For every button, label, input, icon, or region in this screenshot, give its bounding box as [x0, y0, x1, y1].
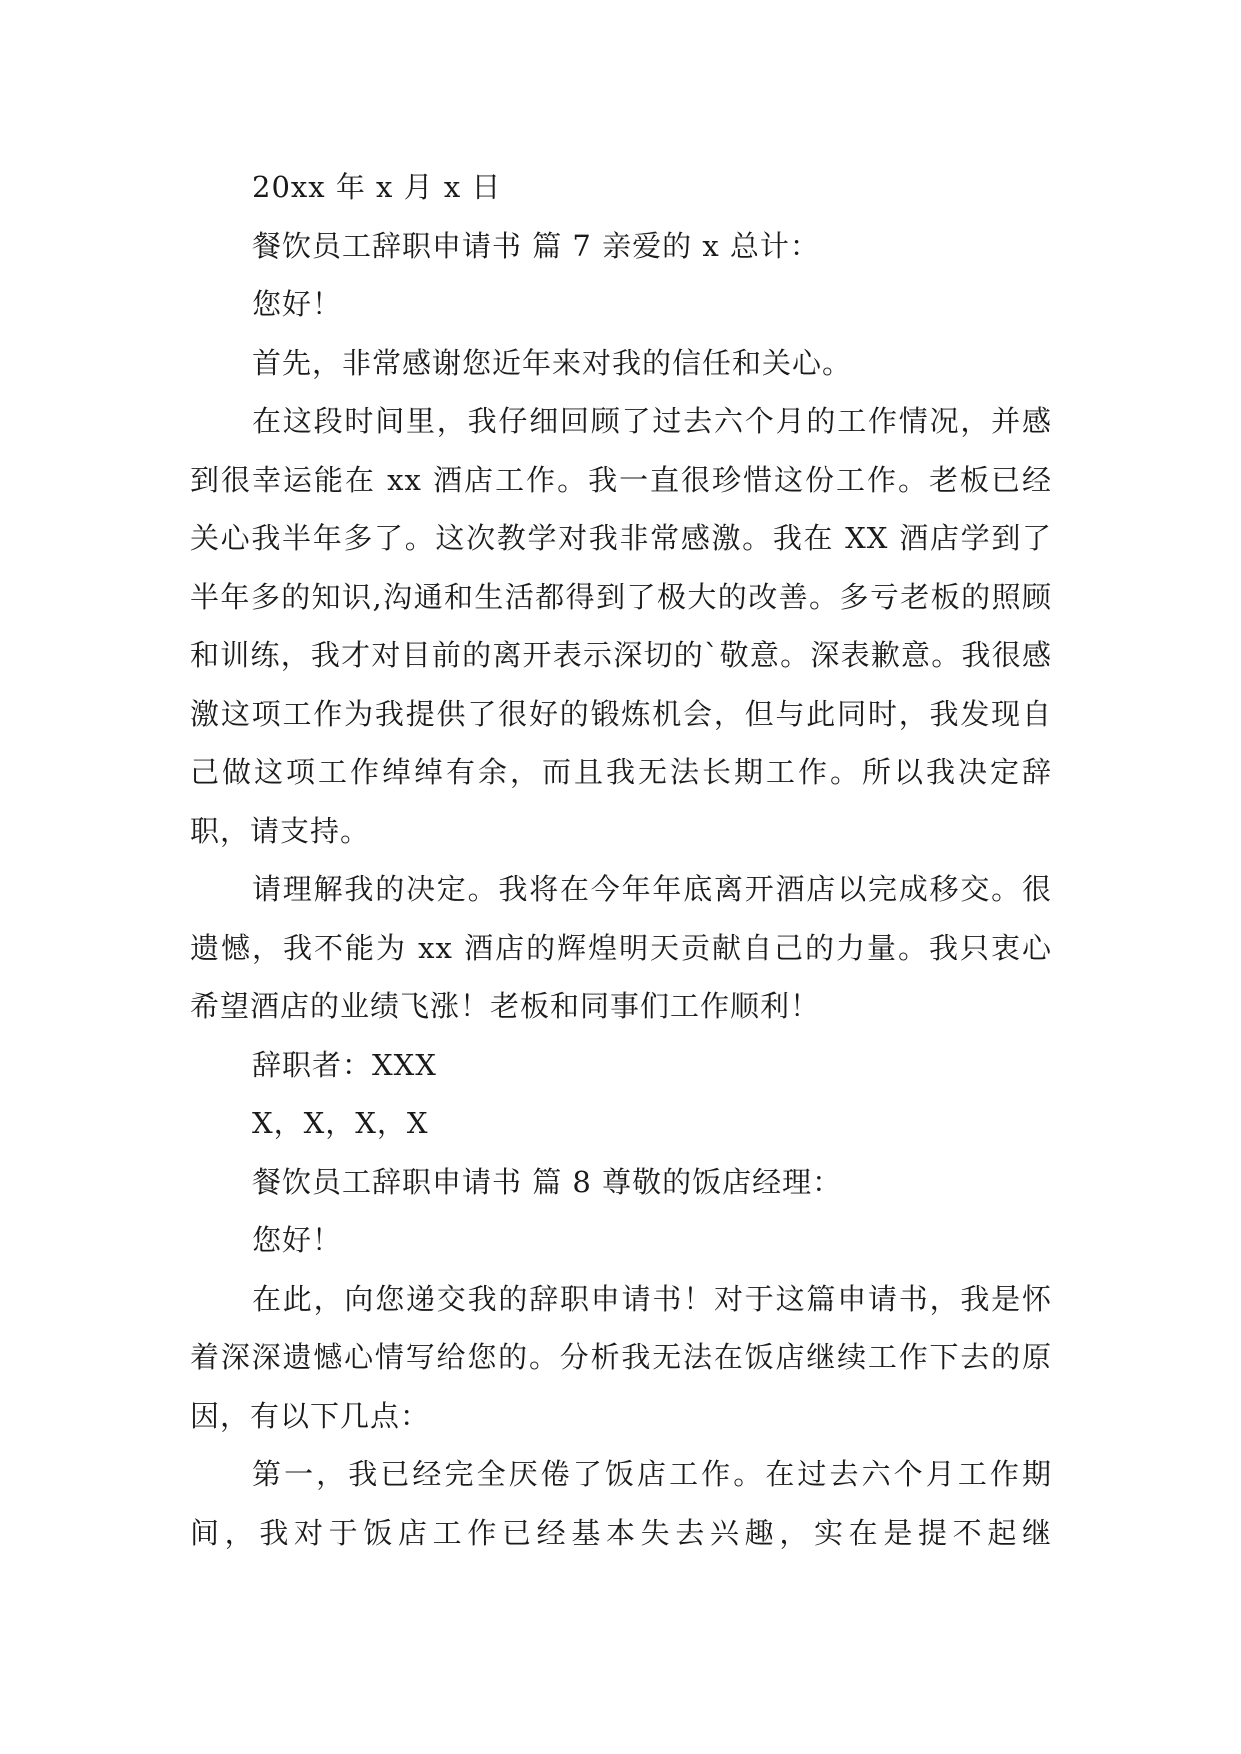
- body-paragraph: 在此，向您递交我的辞职申请书！对于这篇申请书，我是怀着深深遗憾心情写给您的。分析我无法在饭店继续工作下去的原因，有以下几点：: [190, 1281, 1052, 1433]
- signature-date: X，X，X，X: [252, 1106, 429, 1140]
- greeting: 您好！: [252, 287, 343, 321]
- body-paragraph: 第一，我已经完全厌倦了饭店工作。在过去六个月工作期间，我对于饭店工作已经基本失去兴趣，实在是提不起继: [190, 1457, 1052, 1550]
- body-paragraph: 在这段时间里，我仔细回顾了过去六个月的工作情况，并感到很幸运能在 xx 酒店工作。我一直很珍惜这份工作。老板已经关心我半年多了。这次教学对我非常感激。我在 XX 酒店学到了半年多的知识,沟通和生活都得到了极大的改善。多亏老板的照顾和训练，我才对目前的离开表示深切的`敬意。深表歉意。我很感激这项工作为我提供了很好的锻炼机会，但与此同时，我发现自己做这项工作绰绰有余，而且我无法长期工作。所以我决定辞职，请支持。: [190, 404, 1052, 848]
- body-paragraph: 首先，非常感谢您近年来对我的信任和关心。: [252, 345, 853, 380]
- greeting: 您好！: [252, 1223, 343, 1257]
- document-body: [190, 158, 1052, 1562]
- letter-heading-8: 餐饮员工辞职申请书 篇 8 尊敬的饭店经理：: [252, 1164, 843, 1199]
- body-paragraph: 请理解我的决定。我将在今年年底离开酒店以完成移交。很遗憾，我不能为 xx 酒店的辉煌明天贡献自己的力量。我只衷心希望酒店的业绩飞涨！老板和同事们工作顺利！: [190, 872, 1052, 1023]
- signature-line: 辞职者：XXX: [252, 1047, 437, 1082]
- date-line: 20xx 年 x 月 x 日: [252, 170, 502, 204]
- letter-heading-7: 餐饮员工辞职申请书 篇 7 亲爱的 x 总计：: [252, 228, 820, 263]
